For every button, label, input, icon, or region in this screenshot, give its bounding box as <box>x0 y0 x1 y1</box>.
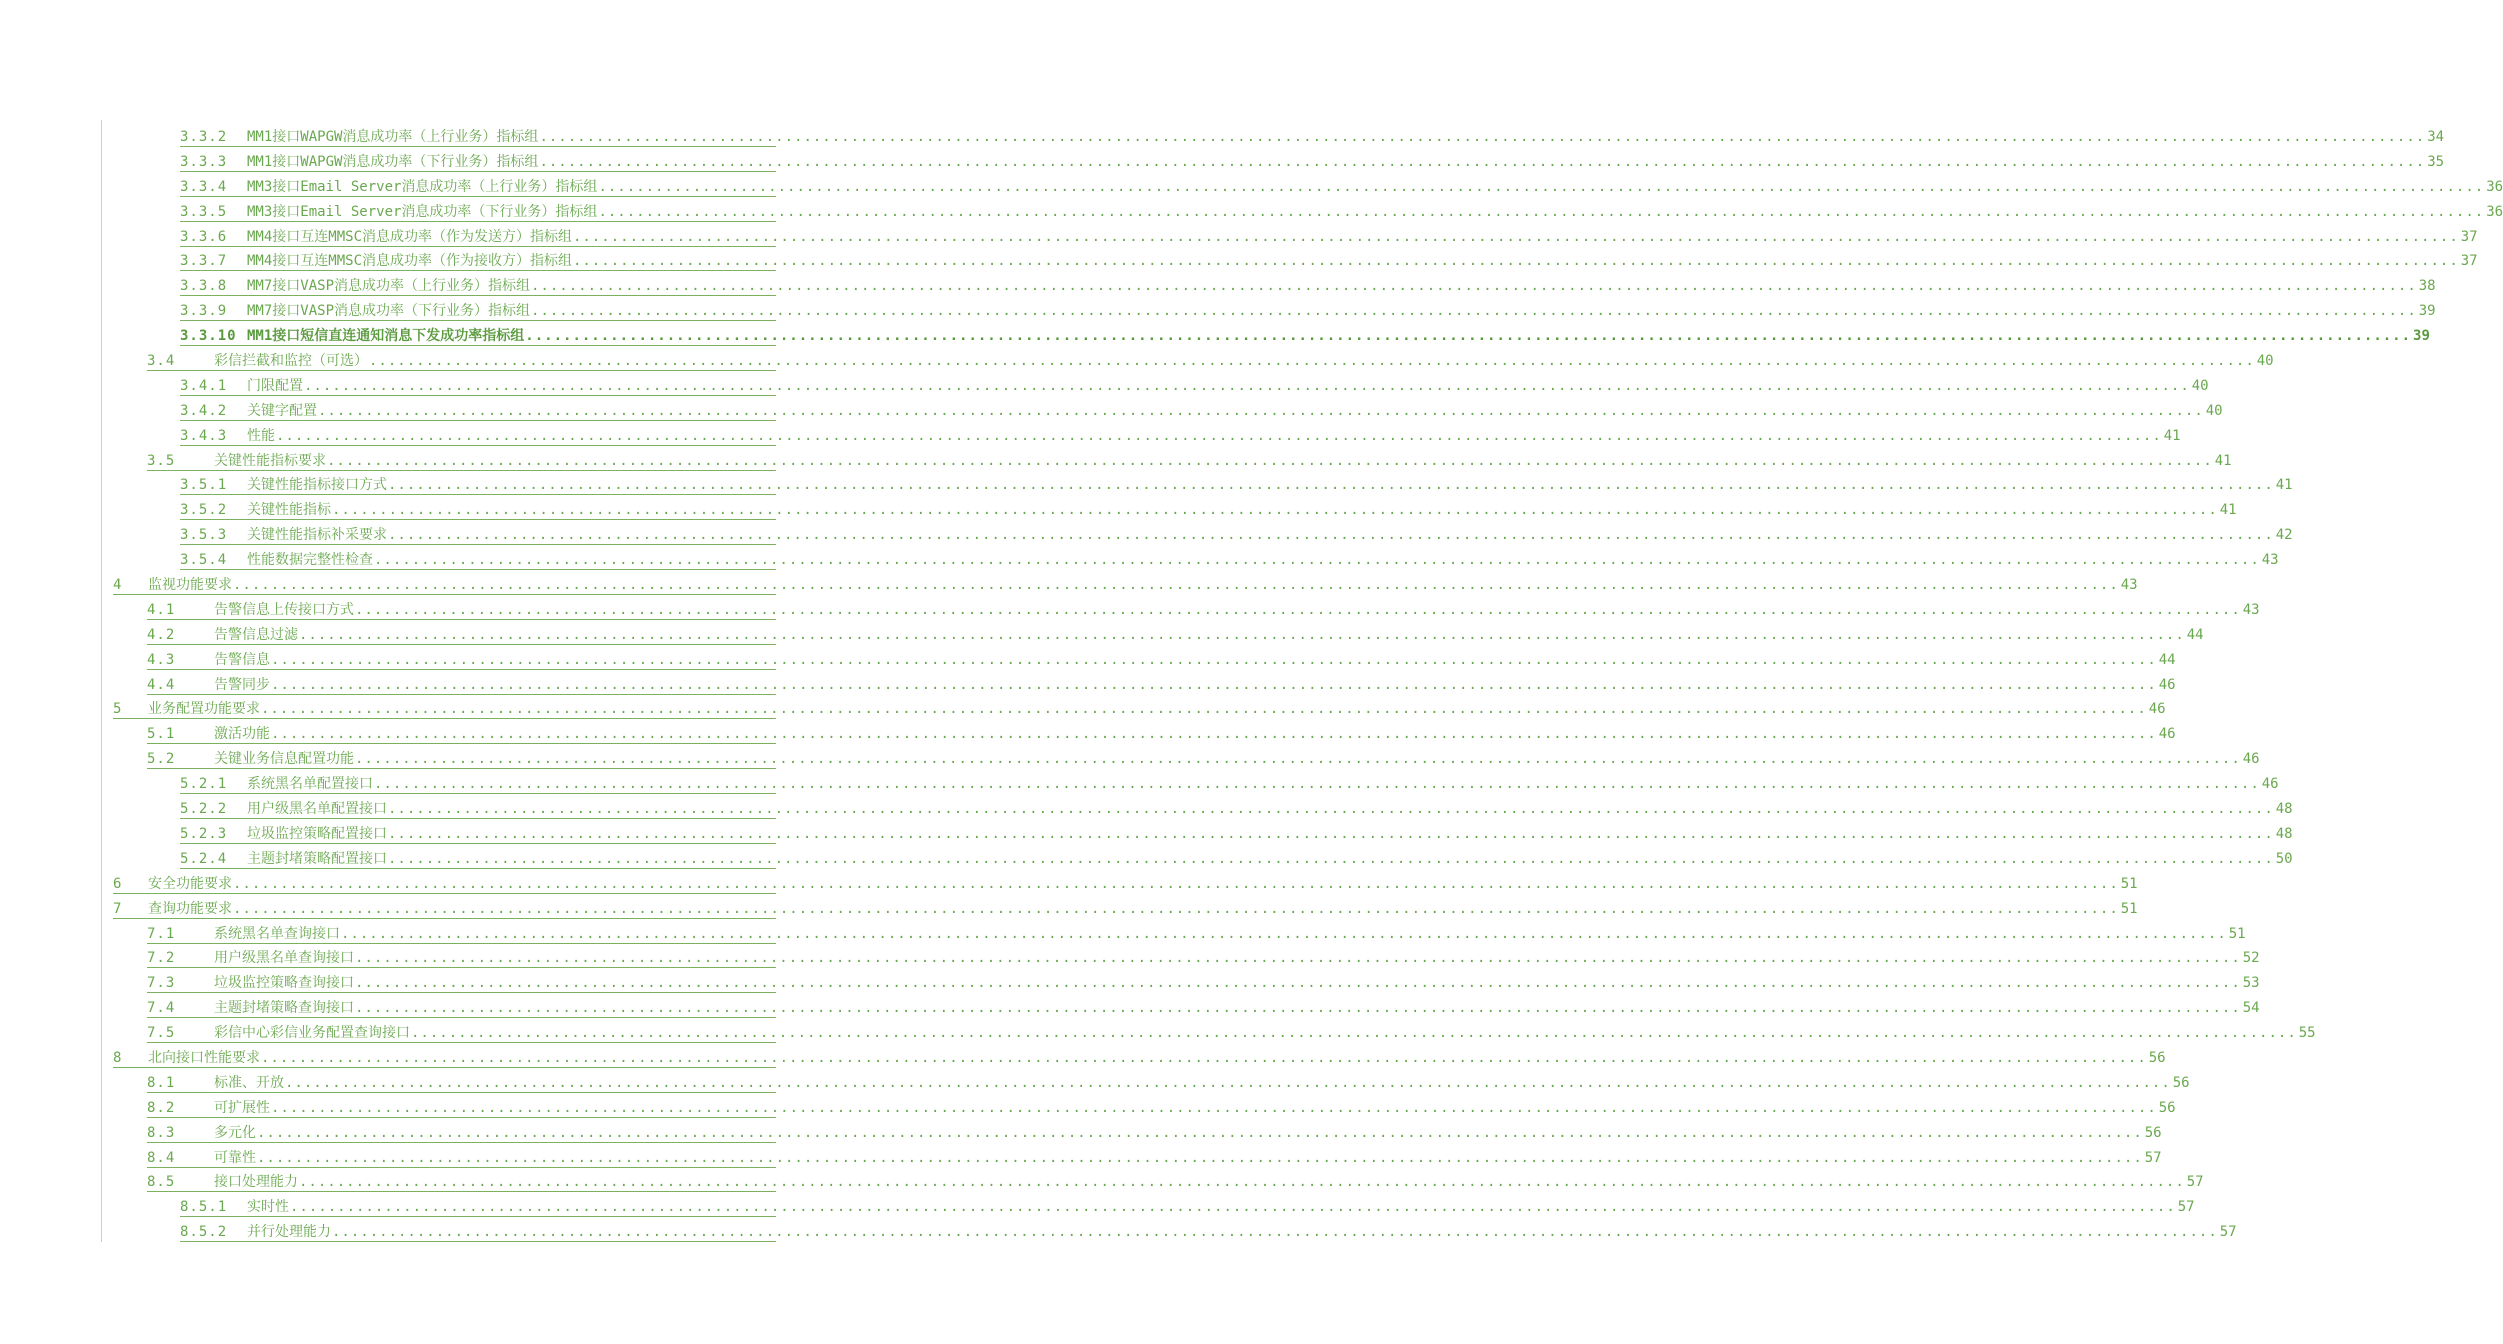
toc-entry-page-number: 53 <box>2242 975 2260 992</box>
toc-entry-page-number: 51 <box>2228 925 2246 942</box>
toc-entry-title: 主题封堵策略查询接口 <box>214 1000 354 1017</box>
toc-entry-link[interactable] <box>180 423 2181 446</box>
toc-entry-page-number: 37 <box>2460 228 2478 245</box>
toc-dot-leader: ........................................................................................................................................................................................................ <box>332 502 2218 519</box>
toc-entry-link[interactable] <box>147 622 2204 645</box>
toc-entry-title: 可扩展性 <box>214 1099 270 1116</box>
toc-row <box>0 821 2293 846</box>
toc-entry-number: 4 <box>113 577 123 594</box>
toc-dot-leader: ........................................................................................................................................................................................................ <box>299 1174 2185 1191</box>
toc-dot-leader: ........................................................................................................................................................................................................ <box>531 303 2417 320</box>
toc-entry-number: 8.3 <box>147 1124 176 1141</box>
toc-row <box>0 497 2237 522</box>
toc-dot-leader: ........................................................................................................................................................................................................ <box>261 1049 2147 1066</box>
toc-entry-number: 8.5.2 <box>180 1224 228 1241</box>
toc-dot-leader: ........................................................................................................................................................................................................ <box>411 1025 2297 1042</box>
toc-entry-link[interactable] <box>147 1020 2316 1043</box>
toc-dot-leader: ........................................................................................................................................................................................................ <box>355 601 2241 618</box>
toc-entry-title: 关键性能指标接口方式 <box>247 477 387 494</box>
toc-row <box>0 398 2223 423</box>
toc-entry-number: 5.2.4 <box>180 850 228 867</box>
toc-dot-leader: ........................................................................................................................................................................................................ <box>355 1000 2241 1017</box>
toc-entry-title: 监视功能要求 <box>148 577 232 594</box>
toc-row <box>0 970 2260 995</box>
toc-entry-title: 关键业务信息配置功能 <box>214 751 354 768</box>
toc-entry-page-number: 46 <box>2158 676 2176 693</box>
toc-entry-page-number: 46 <box>2261 776 2279 793</box>
toc-dot-leader: ........................................................................................................................................................................................................ <box>290 1199 2176 1216</box>
toc-entry-number: 3.5 <box>147 452 176 469</box>
table-of-contents <box>0 124 2503 1244</box>
toc-entry-page-number: 40 <box>2256 353 2274 370</box>
toc-entry-title: MM1接口短信直连通知消息下发成功率指标组 <box>247 328 525 345</box>
toc-dot-leader: ........................................................................................................................................................................................................ <box>261 701 2147 718</box>
toc-row <box>0 472 2293 497</box>
toc-dot-leader: ........................................................................................................................................................................................................ <box>341 925 2227 942</box>
toc-entry-title: 安全功能要求 <box>148 875 232 892</box>
toc-row <box>0 1045 2166 1070</box>
toc-dot-leader: ........................................................................................................................................................................................................ <box>388 850 2274 867</box>
toc-entry-page-number: 40 <box>2191 377 2209 394</box>
toc-entry-link[interactable] <box>180 821 2293 844</box>
toc-entry-link[interactable] <box>180 124 2445 147</box>
toc-entry-title: 激活功能 <box>214 726 270 743</box>
toc-entry-title: 北向接口性能要求 <box>148 1049 260 1066</box>
toc-entry-link[interactable] <box>147 746 2260 769</box>
toc-dot-leader: ........................................................................................................................................................................................................ <box>573 253 2459 270</box>
toc-row <box>0 921 2246 946</box>
toc-row <box>0 348 2274 373</box>
toc-entry-number: 4.4 <box>147 676 176 693</box>
toc-entry-number: 3.5.1 <box>180 477 228 494</box>
toc-entry-number: 5.1 <box>147 726 176 743</box>
toc-row <box>0 1194 2195 1219</box>
toc-entry-title: MM7接口VASP消息成功率（下行业务）指标组 <box>247 303 530 320</box>
toc-entry-page-number: 39 <box>2418 303 2436 320</box>
toc-entry-link[interactable] <box>113 871 2138 894</box>
toc-row <box>0 572 2138 597</box>
toc-entry-title: 系统黑名单查询接口 <box>214 925 340 942</box>
toc-entry-link[interactable] <box>147 348 2274 371</box>
toc-entry-number: 3.3.6 <box>180 228 228 245</box>
toc-entry-page-number: 56 <box>2148 1049 2166 1066</box>
toc-row <box>0 1145 2162 1170</box>
toc-dot-leader: ........................................................................................................................................................................................................ <box>304 377 2190 394</box>
toc-entry-number: 4.3 <box>147 651 176 668</box>
toc-dot-leader: ........................................................................................................................................................................................................ <box>355 975 2241 992</box>
toc-entry-page-number: 48 <box>2275 825 2293 842</box>
toc-entry-page-number: 57 <box>2144 1149 2162 1166</box>
toc-entry-link[interactable] <box>180 1219 2237 1242</box>
toc-entry-link[interactable] <box>180 323 2430 346</box>
toc-entry-number: 5.2 <box>147 751 176 768</box>
toc-entry-page-number: 52 <box>2242 950 2260 967</box>
toc-entry-page-number: 42 <box>2275 527 2293 544</box>
toc-entry-title: 垃圾监控策略配置接口 <box>247 825 387 842</box>
toc-entry-page-number: 56 <box>2144 1124 2162 1141</box>
toc-entry-link[interactable] <box>180 472 2293 495</box>
toc-entry-link[interactable] <box>180 771 2279 794</box>
toc-row <box>0 124 2445 149</box>
toc-entry-number: 3.5.2 <box>180 502 228 519</box>
toc-entry-link[interactable] <box>180 224 2478 247</box>
toc-entry-page-number: 41 <box>2275 477 2293 494</box>
toc-entry-title: 关键性能指标要求 <box>214 452 326 469</box>
toc-entry-page-number: 46 <box>2242 751 2260 768</box>
toc-entry-link[interactable] <box>180 522 2293 545</box>
toc-entry-title: 门限配置 <box>247 377 303 394</box>
toc-row <box>0 896 2138 921</box>
toc-entry-title: 主题封堵策略配置接口 <box>247 850 387 867</box>
toc-entry-number: 7.4 <box>147 1000 176 1017</box>
toc-entry-title: 关键性能指标 <box>247 502 331 519</box>
toc-row <box>0 721 2176 746</box>
toc-entry-number: 3.5.3 <box>180 527 228 544</box>
toc-entry-title: MM7接口VASP消息成功率（上行业务）指标组 <box>247 278 530 295</box>
toc-entry-number: 3.5.4 <box>180 552 228 569</box>
toc-entry-link[interactable] <box>147 1120 2162 1143</box>
toc-entry-link[interactable] <box>113 1045 2166 1068</box>
toc-entry-title: MM3接口Email Server消息成功率（上行业务）指标组 <box>247 178 598 195</box>
toc-entry-page-number: 55 <box>2298 1025 2316 1042</box>
toc-entry-number: 8 <box>113 1049 123 1066</box>
toc-dot-leader: ........................................................................................................................................................................................................ <box>388 477 2274 494</box>
toc-row <box>0 945 2260 970</box>
toc-entry-page-number: 38 <box>2418 278 2436 295</box>
toc-dot-leader: ........................................................................................................................................................................................................ <box>271 726 2157 743</box>
toc-entry-link[interactable] <box>147 945 2260 968</box>
toc-entry-title: MM1接口WAPGW消息成功率（上行业务）指标组 <box>247 129 539 145</box>
toc-entry-page-number: 41 <box>2219 502 2237 519</box>
toc-row <box>0 746 2260 771</box>
toc-entry-page-number: 34 <box>2427 129 2445 145</box>
toc-entry-title: 关键性能指标补采要求 <box>247 527 387 544</box>
toc-dot-leader: ........................................................................................................................................................................................................ <box>271 651 2157 668</box>
toc-entry-link[interactable] <box>147 647 2176 670</box>
toc-row <box>0 771 2279 796</box>
toc-entry-page-number: 54 <box>2242 1000 2260 1017</box>
toc-entry-title: 关键字配置 <box>247 402 317 419</box>
toc-entry-page-number: 51 <box>2120 875 2138 892</box>
toc-entry-link[interactable] <box>180 373 2209 396</box>
toc-dot-leader: ........................................................................................................................................................................................................ <box>327 452 2213 469</box>
toc-entry-number: 7 <box>113 900 123 917</box>
toc-entry-number: 5.2.3 <box>180 825 228 842</box>
toc-dot-leader: ........................................................................................................................................................................................................ <box>374 552 2260 569</box>
toc-entry-number: 8.4 <box>147 1149 176 1166</box>
toc-entry-link[interactable] <box>180 199 2503 222</box>
toc-entry-title: 多元化 <box>214 1124 256 1141</box>
toc-entry-title: 业务配置功能要求 <box>148 701 260 718</box>
toc-entry-title: 彩信拦截和监控（可选） <box>214 353 368 370</box>
toc-entry-title: 告警信息 <box>214 651 270 668</box>
toc-row <box>0 547 2279 572</box>
toc-entry-link[interactable] <box>180 174 2503 197</box>
toc-entry-link[interactable] <box>113 572 2138 595</box>
toc-row <box>0 248 2478 273</box>
toc-entry-title: 告警信息上传接口方式 <box>214 601 354 618</box>
toc-dot-leader: ........................................................................................................................................................................................................ <box>318 402 2204 419</box>
toc-entry-page-number: 43 <box>2261 552 2279 569</box>
toc-row <box>0 149 2445 174</box>
toc-entry-number: 3.3.4 <box>180 178 228 195</box>
toc-entry-title: 并行处理能力 <box>247 1224 331 1241</box>
toc-entry-link[interactable] <box>180 846 2293 869</box>
toc-entry-page-number: 57 <box>2219 1224 2237 1241</box>
toc-entry-link[interactable] <box>147 1169 2204 1192</box>
toc-row <box>0 522 2293 547</box>
toc-entry-number: 3.3.5 <box>180 203 228 220</box>
toc-entry-link[interactable] <box>180 398 2223 421</box>
toc-dot-leader: ........................................................................................................................................................................................................ <box>539 153 2426 170</box>
toc-entry-page-number: 40 <box>2205 402 2223 419</box>
toc-entry-number: 5.2.2 <box>180 801 228 818</box>
toc-entry-link[interactable] <box>147 1145 2162 1168</box>
toc-row <box>0 622 2204 647</box>
toc-row <box>0 1095 2176 1120</box>
toc-entry-number: 3.4.1 <box>180 377 228 394</box>
toc-entry-page-number: 51 <box>2120 900 2138 917</box>
toc-dot-leader: ........................................................................................................................................................................................................ <box>271 676 2157 693</box>
toc-entry-link[interactable] <box>147 995 2260 1018</box>
toc-entry-title: 垃圾监控策略查询接口 <box>214 975 354 992</box>
toc-entry-link[interactable] <box>147 1095 2176 1118</box>
toc-entry-title: MM4接口互连MMSC消息成功率（作为接收方）指标组 <box>247 253 572 270</box>
toc-entry-title: 标准、开放 <box>214 1074 284 1091</box>
toc-entry-link[interactable] <box>147 448 2232 471</box>
toc-dot-leader: ........................................................................................................................................................................................................ <box>573 228 2459 245</box>
toc-entry-link[interactable] <box>147 597 2260 620</box>
toc-entry-page-number: 44 <box>2158 651 2176 668</box>
toc-entry-link[interactable] <box>147 721 2176 744</box>
toc-row <box>0 323 2430 348</box>
toc-entry-link[interactable] <box>147 970 2260 993</box>
toc-row <box>0 423 2181 448</box>
toc-entry-title: 实时性 <box>247 1199 289 1216</box>
toc-entry-title: 可靠性 <box>214 1149 256 1166</box>
toc-row <box>0 696 2166 721</box>
toc-entry-title: 告警信息过滤 <box>214 626 298 643</box>
toc-entry-page-number: 44 <box>2186 626 2204 643</box>
toc-entry-page-number: 46 <box>2148 701 2166 718</box>
toc-dot-leader: ........................................................................................................................................................................................................ <box>525 328 2412 345</box>
toc-row <box>0 846 2293 871</box>
toc-entry-number: 3.3.10 <box>180 328 237 345</box>
toc-entry-title: 性能 <box>247 427 275 444</box>
toc-entry-title: 系统黑名单配置接口 <box>247 776 373 793</box>
toc-entry-title: MM3接口Email Server消息成功率（下行业务）指标组 <box>247 203 598 220</box>
toc-entry-number: 3.3.2 <box>180 129 228 145</box>
toc-entry-number: 5.2.1 <box>180 776 228 793</box>
toc-dot-leader: ........................................................................................................................................................................................................ <box>374 776 2260 793</box>
toc-dot-leader: ........................................................................................................................................................................................................ <box>388 825 2274 842</box>
toc-entry-link[interactable] <box>147 672 2176 695</box>
toc-entry-number: 5 <box>113 701 123 718</box>
toc-row <box>0 448 2232 473</box>
toc-row <box>0 373 2209 398</box>
toc-entry-link[interactable] <box>147 921 2246 944</box>
toc-entry-number: 7.2 <box>147 950 176 967</box>
toc-entry-page-number: 35 <box>2427 153 2445 170</box>
toc-dot-leader: ........................................................................................................................................................................................................ <box>355 751 2241 768</box>
toc-entry-link[interactable] <box>180 273 2436 296</box>
toc-row <box>0 1070 2190 1095</box>
toc-entry-page-number: 39 <box>2413 328 2430 345</box>
toc-entry-title: 接口处理能力 <box>214 1174 298 1191</box>
toc-dot-leader: ........................................................................................................................................................................................................ <box>233 875 2119 892</box>
toc-entry-link[interactable] <box>180 298 2436 321</box>
toc-row <box>0 1120 2162 1145</box>
toc-dot-leader: ........................................................................................................................................................................................................ <box>233 900 2119 917</box>
toc-entry-title: 用户级黑名单配置接口 <box>247 801 387 818</box>
toc-entry-link[interactable] <box>180 1194 2195 1217</box>
toc-row <box>0 273 2436 298</box>
toc-entry-page-number: 56 <box>2172 1074 2190 1091</box>
toc-row <box>0 597 2260 622</box>
toc-dot-leader: ........................................................................................................................................................................................................ <box>257 1124 2143 1141</box>
toc-entry-page-number: 57 <box>2186 1174 2204 1191</box>
toc-dot-leader: ........................................................................................................................................................................................................ <box>531 278 2417 295</box>
toc-dot-leader: ........................................................................................................................................................................................................ <box>233 577 2119 594</box>
toc-entry-number: 8.5 <box>147 1174 176 1191</box>
toc-entry-number: 7.3 <box>147 975 176 992</box>
toc-entry-page-number: 57 <box>2177 1199 2195 1216</box>
toc-entry-number: 4.2 <box>147 626 176 643</box>
toc-entry-link[interactable] <box>113 896 2138 919</box>
toc-dot-leader: ........................................................................................................................................................................................................ <box>276 427 2162 444</box>
toc-entry-title: MM1接口WAPGW消息成功率（下行业务）指标组 <box>247 153 539 170</box>
toc-row <box>0 995 2260 1020</box>
toc-entry-page-number: 56 <box>2158 1099 2176 1116</box>
toc-entry-number: 4.1 <box>147 601 176 618</box>
toc-row <box>0 1219 2237 1244</box>
toc-row <box>0 224 2478 249</box>
toc-entry-number: 7.5 <box>147 1025 176 1042</box>
toc-entry-number: 3.4 <box>147 353 176 370</box>
toc-entry-page-number: 36 <box>2486 178 2503 195</box>
toc-dot-leader: ........................................................................................................................................................................................................ <box>355 950 2241 967</box>
toc-entry-page-number: 41 <box>2163 427 2181 444</box>
toc-dot-leader: ........................................................................................................................................................................................................ <box>598 178 2485 195</box>
toc-entry-page-number: 41 <box>2214 452 2232 469</box>
toc-dot-leader: ........................................................................................................................................................................................................ <box>332 1224 2218 1241</box>
toc-entry-title: 告警同步 <box>214 676 270 693</box>
toc-entry-number: 3.3.3 <box>180 153 228 170</box>
toc-row <box>0 298 2436 323</box>
toc-row <box>0 796 2293 821</box>
toc-entry-title: 性能数据完整性检查 <box>247 552 373 569</box>
toc-entry-page-number: 46 <box>2158 726 2176 743</box>
toc-entry-link[interactable] <box>180 497 2237 520</box>
toc-entry-link[interactable] <box>113 696 2166 719</box>
toc-dot-leader: ........................................................................................................................................................................................................ <box>388 801 2274 818</box>
toc-entry-page-number: 43 <box>2120 577 2138 594</box>
toc-entry-number: 7.1 <box>147 925 176 942</box>
toc-row <box>0 871 2138 896</box>
toc-dot-leader: ........................................................................................................................................................................................................ <box>598 203 2485 220</box>
toc-entry-link[interactable] <box>180 547 2279 570</box>
toc-dot-leader: ........................................................................................................................................................................................................ <box>299 626 2185 643</box>
toc-entry-page-number: 43 <box>2242 601 2260 618</box>
toc-row <box>0 199 2503 224</box>
toc-row <box>0 672 2176 697</box>
toc-entry-number: 3.4.2 <box>180 402 228 419</box>
toc-entry-number: 8.2 <box>147 1099 176 1116</box>
toc-dot-leader: ........................................................................................................................................................................................................ <box>257 1149 2143 1166</box>
toc-entry-number: 8.5.1 <box>180 1199 228 1216</box>
toc-entry-number: 3.4.3 <box>180 427 228 444</box>
toc-dot-leader: ........................................................................................................................................................................................................ <box>388 527 2274 544</box>
toc-entry-link[interactable] <box>180 248 2478 271</box>
toc-entry-page-number: 48 <box>2275 801 2293 818</box>
toc-entry-number: 3.3.7 <box>180 253 228 270</box>
toc-dot-leader: ........................................................................................................................................................................................................ <box>271 1099 2157 1116</box>
toc-row <box>0 1169 2204 1194</box>
toc-dot-leader: ........................................................................................................................................................................................................ <box>539 129 2426 145</box>
toc-row <box>0 647 2176 672</box>
toc-row <box>0 1020 2316 1045</box>
toc-entry-link[interactable] <box>180 149 2445 172</box>
toc-row <box>0 174 2503 199</box>
toc-entry-number: 3.3.9 <box>180 303 228 320</box>
toc-entry-number: 3.3.8 <box>180 278 228 295</box>
toc-entry-title: 彩信中心彩信业务配置查询接口 <box>214 1025 410 1042</box>
toc-entry-title: 查询功能要求 <box>148 900 232 917</box>
toc-entry-title: MM4接口互连MMSC消息成功率（作为发送方）指标组 <box>247 228 572 245</box>
toc-entry-link[interactable] <box>147 1070 2190 1093</box>
toc-entry-title: 用户级黑名单查询接口 <box>214 950 354 967</box>
toc-dot-leader: ........................................................................................................................................................................................................ <box>369 353 2255 370</box>
toc-entry-page-number: 50 <box>2275 850 2293 867</box>
toc-dot-leader: ........................................................................................................................................................................................................ <box>285 1074 2171 1091</box>
toc-entry-number: 6 <box>113 875 123 892</box>
toc-entry-link[interactable] <box>180 796 2293 819</box>
toc-entry-page-number: 37 <box>2460 253 2478 270</box>
toc-entry-number: 8.1 <box>147 1074 176 1091</box>
toc-entry-page-number: 36 <box>2486 203 2503 220</box>
